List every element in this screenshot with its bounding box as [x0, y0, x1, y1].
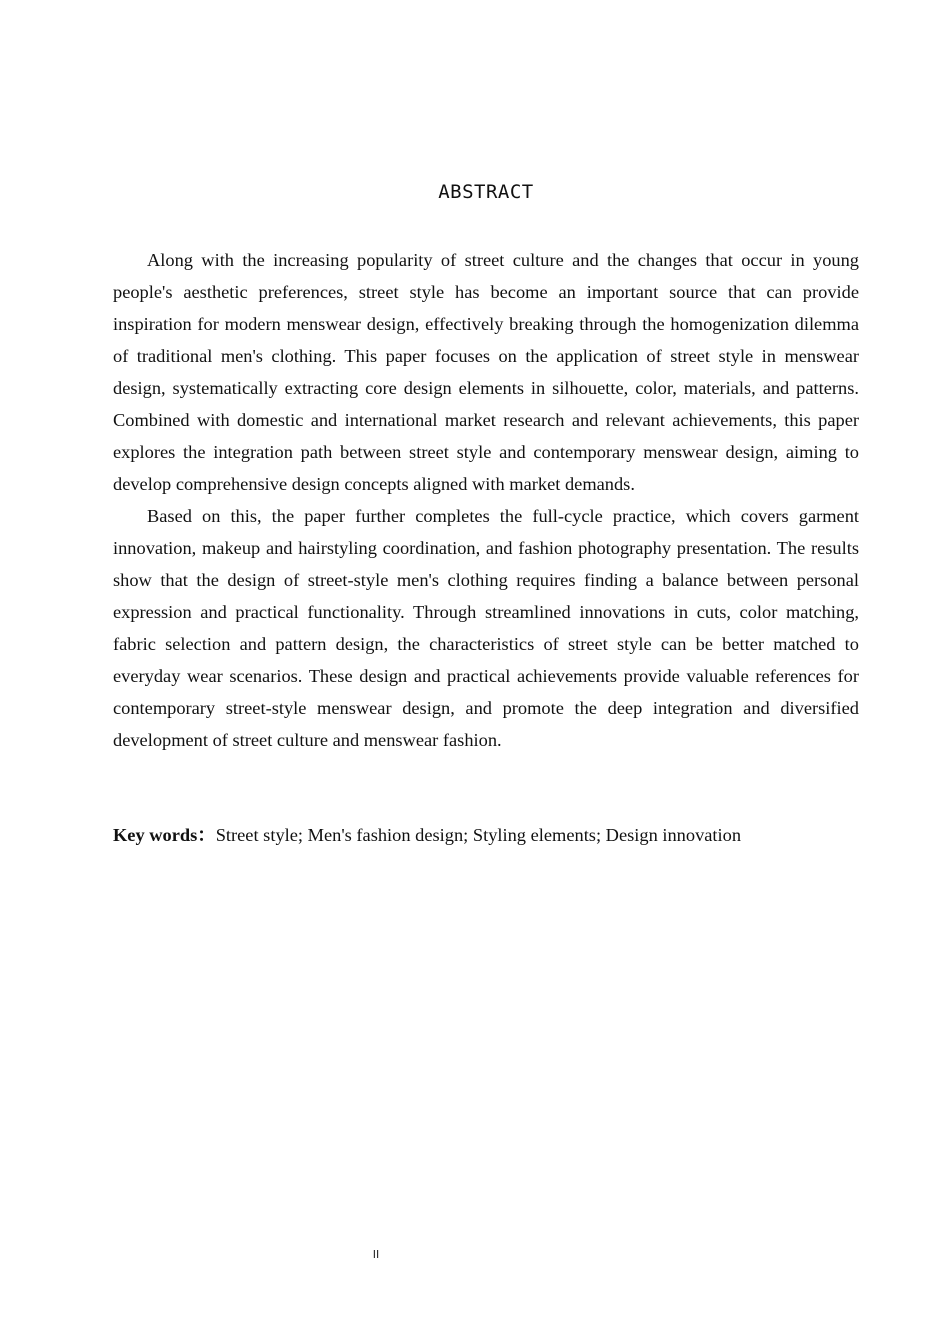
keywords-text: Street style; Men's fashion design; Styling elements; Design innovation — [215, 825, 742, 845]
keywords-line — [113, 819, 859, 851]
abstract-paragraph-1: Along with the increasing popularity of street culture and the changes that occur in young people's aesthetic preferences, street style has become an important source that can provide inspiration for modern menswear design, effectively breaking through the homogenization dilemma of traditional men's clothing. This paper focuses on the application of street style in menswear design, systematically extracting core design elements in silhouette, color, materials, and patterns. Combined with domestic and international market research and relevant achievements, this paper explores the integration path between street style and contemporary menswear design, aiming to develop comprehensive design concepts aligned with market demands. — [113, 250, 859, 494]
abstract-paragraph-2: Based on this, the paper further completes the full-cycle practice, which covers garment innovation, makeup and hairstyling coordination, and fashion photography presentation. The results show that the design of street-style men's clothing requires finding a balance between personal expression and practical functionality. Through streamlined innovations in cuts, color matching, fabric selection and pattern design, the characteristics of street style can be better matched to everyday wear scenarios. These design and practical achievements provide valuable references for contemporary street-style menswear design, and promote the deep integration and diversified development of street culture and menswear fashion. — [113, 506, 859, 750]
abstract-title: ABSTRACT — [438, 181, 534, 203]
page-number: II — [372, 1248, 380, 1261]
abstract-body — [113, 244, 859, 756]
keywords-label: Key words： — [113, 825, 216, 845]
